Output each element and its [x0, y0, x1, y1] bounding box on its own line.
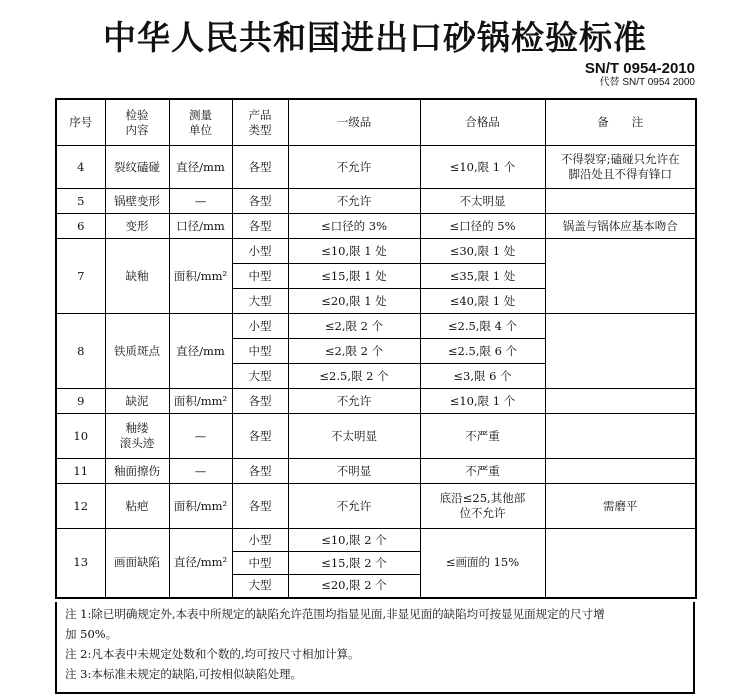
table-row: 13 画面缺陷 直径/mm² 小型 ≤10,限 2 个 ≤画面的 15%	[56, 529, 696, 552]
note-3: 注 3:本标准未规定的缺陷,可按相似缺陷处理。	[65, 667, 302, 681]
table-row: 10 釉缕 滚头迹 — 各型 不太明显 不严重	[56, 414, 696, 459]
table-row: 中型 ≤2,限 2 个 ≤2.5,限 6 个	[56, 339, 696, 364]
inspection-table	[55, 98, 697, 599]
table-row: 6 变形 口径/mm 各型 ≤口径的 3% ≤口径的 5% 锅盖与锅体应基本吻合	[56, 214, 696, 239]
note-2: 注 2:凡本表中未规定处数和个数的,均可按尺寸相加计算。	[65, 647, 360, 661]
table-row: 7 缺釉 面积/mm² 小型 ≤10,限 1 处 ≤30,限 1 处	[56, 239, 696, 264]
table-row: 9 缺泥 面积/mm² 各型 不允许 ≤10,限 1 个	[56, 389, 696, 414]
table-row: 5 锅壁变形 — 各型 不允许 不太明显	[56, 189, 696, 214]
standard-number-block	[585, 61, 695, 89]
table-row: 4 裂纹磕碰 直径/mm 各型 不允许 ≤10,限 1 个 不得裂穿;磕碰只允许在 脚沿处且不得有锋口	[56, 146, 696, 189]
table-header-row	[56, 99, 696, 146]
header-type: 产品 类型	[232, 99, 288, 146]
document-title: 中华人民共和国进出口砂锅检验标准	[103, 18, 647, 57]
table-notes	[55, 602, 695, 694]
header-remark: 备 注	[545, 99, 696, 146]
table-row: 11 釉面擦伤 — 各型 不明显 不严重	[56, 459, 696, 484]
table-row: 大型 ≤20,限 2 个	[56, 575, 696, 598]
header-unit: 测量 单位	[169, 99, 232, 146]
replaced-standard: 代替 SN/T 0954 2000	[599, 77, 695, 88]
table-row: 中型 ≤15,限 1 处 ≤35,限 1 处	[56, 264, 696, 289]
table-row: 8 铁质斑点 直径/mm 小型 ≤2,限 2 个 ≤2.5,限 4 个	[56, 314, 696, 339]
header-grade1: 一级品	[288, 99, 420, 146]
header-qualified: 合格品	[420, 99, 545, 146]
header-seq: 序号	[56, 99, 105, 146]
table-row: 中型 ≤15,限 2 个	[56, 552, 696, 575]
remark-cell: 不得裂穿;磕碰只允许在 脚沿处且不得有锋口	[545, 146, 696, 189]
header-item: 检验 内容	[105, 99, 169, 146]
table-row: 大型 ≤2.5,限 2 个 ≤3,限 6 个	[56, 364, 696, 389]
note-1: 注 1:除已明确规定外,本表中所规定的缺陷允许范围均指显见面,非显见面的缺陷均可按显见面规定的尺寸增 加 50%。	[65, 607, 605, 641]
standard-code: SN/T 0954-2010	[584, 60, 695, 77]
table-row: 12 粘疤 面积/mm² 各型 不允许 底沿≤25,其他部 位不允许 需磨平	[56, 484, 696, 529]
table-row: 大型 ≤20,限 1 处 ≤40,限 1 处	[56, 289, 696, 314]
